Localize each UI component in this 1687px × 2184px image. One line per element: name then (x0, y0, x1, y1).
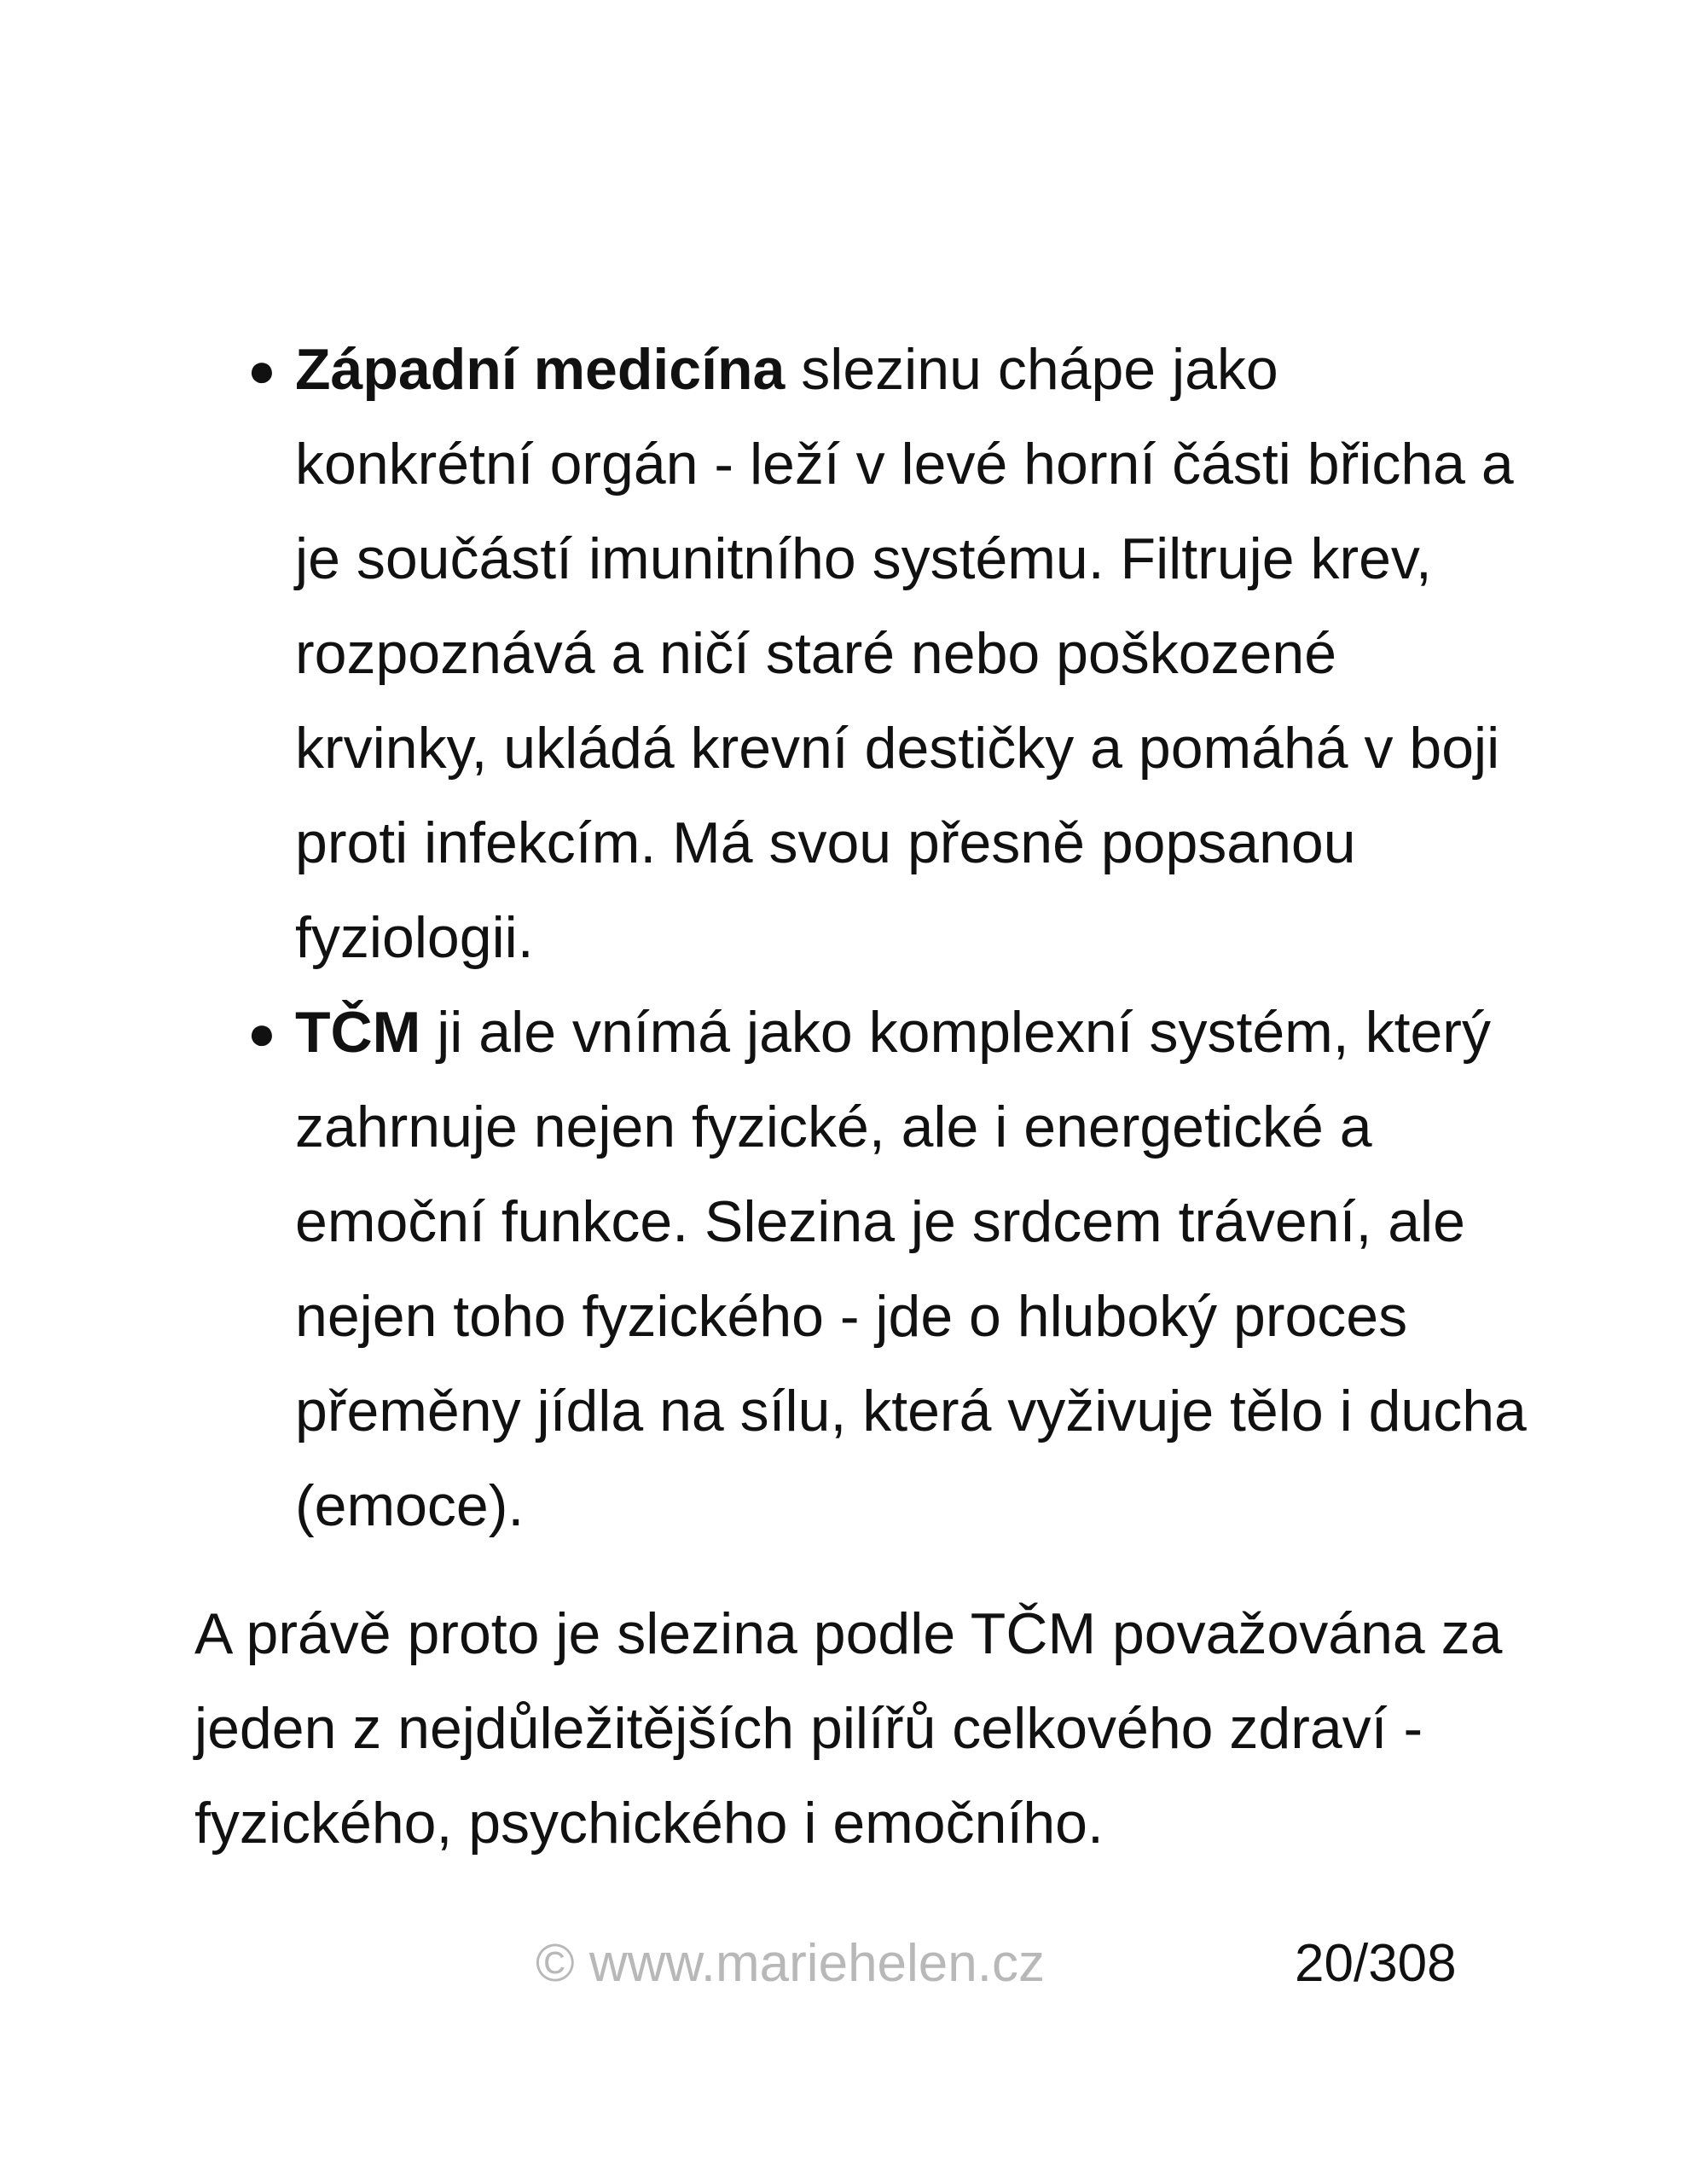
bullet-term: TČM (295, 1000, 421, 1065)
page-number: 20/308 (1295, 1934, 1457, 1993)
bullet-text: ji ale vnímá jako komplexní systém, který zahrnuje nejen fyzické, ale i energetické a emoční funkce. Slezina je srdcem trávení, ale nejen toho fyzického - jde o hluboký proces přeměny jídla na sílu, která vyživuje tělo i ducha (emoce). (295, 1000, 1527, 1538)
bullet-list (247, 322, 1527, 1554)
bullet-term: Západní medicína (295, 337, 786, 402)
bullet-dot-icon: ● (247, 343, 276, 397)
footer-copyright: © www.mariehelen.cz (536, 1934, 1045, 1993)
bullet-item-western-medicine (247, 322, 1527, 985)
conclusion-paragraph: A právě proto je slezina podle TČM považována za jeden z nejdůležitějších pilířů celkového zdraví - fyzického, psychického i emočního. (194, 1601, 1503, 1856)
bullet-item-tcm (247, 985, 1527, 1554)
bullet-dot-icon: ● (247, 1006, 276, 1060)
bullet-text: slezinu chápe jako konkrétní orgán - leží v levé horní části břicha a je součástí imunitního systému. Filtruje krev, rozpoznává a ničí staré nebo poškozené krvinky, ukládá krevní destičky a pomáhá v boji proti infekcím. Má svou přesně popsanou fyziologii. (295, 337, 1514, 970)
